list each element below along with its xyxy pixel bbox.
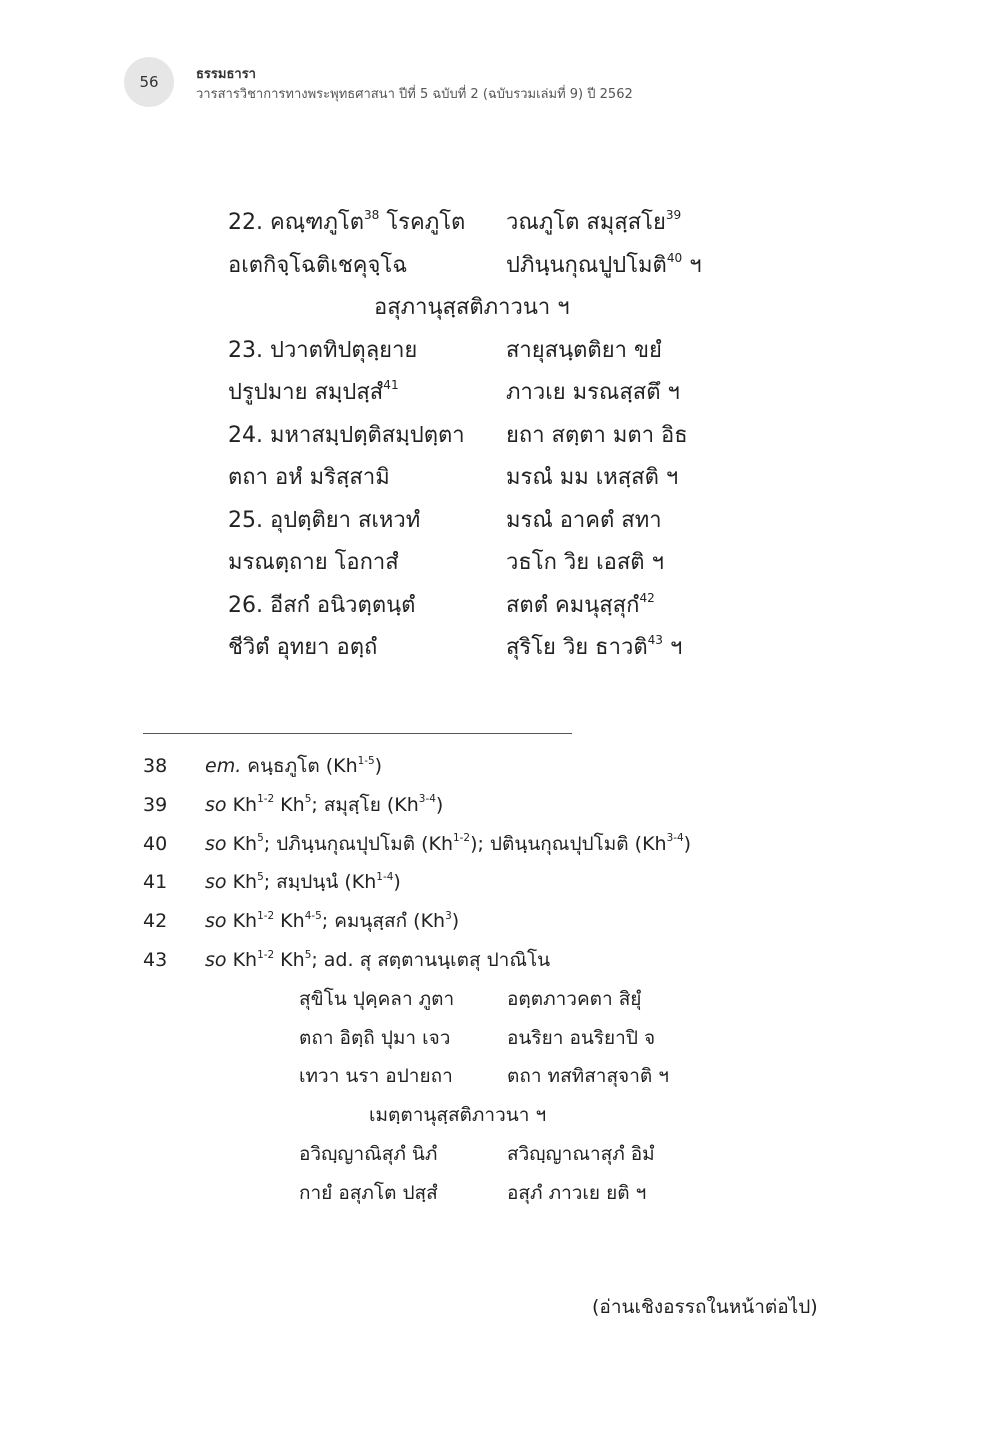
- footnote-divider: [143, 733, 572, 734]
- page-number-badge: [124, 57, 174, 107]
- journal-subtitle: วารสารวิชาการทางพระพุทธศาสนา ปีที่ 5 ฉบับที่ 2 (ฉบับรวมเล่มที่ 9) ปี 2562: [196, 87, 633, 102]
- footnote-seg: ; ad. สุ สตฺตานนฺเตสุ ปาณิโน: [311, 948, 551, 971]
- verse-right: [506, 202, 681, 247]
- section-heading: อสุภานุสฺสติภาวนา ฯ: [374, 295, 570, 320]
- verse-left: 25. อุปตฺติยา สเหวทํ: [228, 507, 421, 533]
- ms-sup: 1-4: [376, 871, 394, 884]
- verse-right: ยถา สตฺตา มตา อิธ: [506, 422, 688, 448]
- footnote-abbr: so: [205, 832, 227, 855]
- page-number: 56: [139, 73, 159, 91]
- verse-left: เทวา นรา อปายถา: [299, 1065, 453, 1088]
- footnote-ref[interactable]: 39: [665, 208, 682, 223]
- verse-text: วณภูโต สมุสฺสโย: [506, 210, 666, 235]
- verse-left: ตถา อหํ มริสฺสามิ: [228, 465, 390, 490]
- ms-sup: 1-2: [257, 948, 275, 961]
- verse-left: สุขิโน ปุคฺคลา ภูตา: [299, 987, 455, 1010]
- verse-right: ภาวเย มรณสฺสตึ ฯ: [506, 380, 680, 405]
- ms-sup: 1-5: [357, 754, 375, 767]
- footnote-seg: ): [683, 832, 692, 855]
- verse-text: ปรูปมาย สมฺปสฺสํ: [228, 380, 384, 405]
- footnote-seg: คนฺธภูโต (Kh: [241, 755, 358, 777]
- verse-right: [506, 627, 682, 672]
- verse-left: [228, 202, 465, 247]
- continued-note: (อ่านเชิงอรรถในหน้าต่อไป): [592, 1296, 818, 1318]
- footnote-abbr: so: [205, 871, 227, 894]
- verse-text: ปภินฺนกุณปูปโมติ: [506, 252, 667, 278]
- footnote-ref[interactable]: 38: [363, 208, 380, 223]
- verse-right: ตถา ทสทิสาสุจาติ ฯ: [507, 1065, 669, 1088]
- footnote-seg: Kh: [274, 948, 305, 971]
- ms-sup: 5: [257, 871, 264, 884]
- ms-sup: 3-4: [666, 832, 684, 845]
- footnote-seg: Kh: [226, 910, 258, 933]
- footnote-number: 38: [143, 755, 168, 777]
- footnote-seg: ; คมนุสฺสกํ (Kh: [321, 910, 446, 933]
- verse-text: โรคภูโต: [379, 210, 466, 235]
- footnote-seg: ; สมฺปนฺนํ (Kh: [263, 871, 377, 894]
- verse-left: มรณตฺถาย โอกาสํ: [228, 550, 399, 575]
- footnote-seg: ): [435, 793, 444, 816]
- footnote-abbr: em.: [205, 755, 242, 777]
- ms-sup: 1-2: [257, 793, 275, 806]
- verse-left: ชีวิตํ อุทยา อตฺถํ: [228, 635, 378, 660]
- footnote-text: [205, 941, 550, 983]
- verse-left: 26. อีสกํ อนิวตฺตนฺตํ: [228, 592, 416, 618]
- verse-right: มรณํ อาคตํ สทา: [506, 507, 662, 533]
- section-heading: เมตฺตานุสฺสติภาวนา ฯ: [369, 1104, 547, 1127]
- verse-left: กายํ อสุภโต ปสฺสํ: [299, 1181, 438, 1204]
- footnote-text: [205, 902, 459, 944]
- ms-sup: 5: [304, 793, 312, 806]
- footnote-seg: ): [451, 910, 460, 933]
- ms-sup: 5: [304, 948, 312, 961]
- ms-sup: 1-2: [257, 909, 275, 922]
- footnote-ref[interactable]: 43: [647, 633, 663, 648]
- verse-left: ตถา อิตฺถิ ปุมา เจว: [299, 1026, 451, 1049]
- footnote-ref[interactable]: 40: [666, 250, 683, 265]
- footnote-abbr: so: [205, 793, 227, 816]
- verse-right: [506, 585, 655, 630]
- footnote-seg: ): [393, 871, 401, 894]
- footnote-number: 42: [143, 910, 168, 933]
- verse-left: อเตกิจฺโฉติเชคุจฺโฉ: [228, 252, 408, 278]
- footnote-abbr: so: [205, 948, 227, 971]
- verse-left: 23. ปวาตทิปตุลฺยาย: [228, 337, 418, 363]
- verse-right: มรณํ มม เหสฺสติ ฯ: [506, 465, 679, 490]
- footnote-seg: Kh: [274, 910, 305, 933]
- footnote-text: [205, 747, 382, 789]
- verse-text: 22. คณฺฑภูโต: [228, 210, 364, 235]
- verse-right: สวิญฺญาณาสุภํ อิมํ: [507, 1142, 655, 1165]
- verse-right: [506, 245, 702, 290]
- footnote-seg: ); ปตินฺนกุณปุปโมติ (Kh: [470, 832, 667, 855]
- footnote-text: [205, 825, 691, 867]
- verse-text: ฯ: [682, 252, 702, 278]
- verse-right: อตฺตภาวคตา สิยุํ: [507, 987, 642, 1010]
- footnote-seg: Kh: [274, 793, 305, 816]
- verse-right: อสุภํ ภาวเย ยติ ฯ: [507, 1181, 647, 1204]
- footnote-ref[interactable]: 41: [383, 378, 399, 393]
- footnote-number: 40: [143, 832, 168, 855]
- verse-text: ฯ: [663, 635, 683, 660]
- verse-left: อวิญฺญาณิสุภํ นิภํ: [299, 1142, 438, 1165]
- footnote-seg: Kh: [226, 793, 258, 816]
- verse-text: สตตํ คมนุสฺสุกํ: [506, 592, 640, 618]
- footnote-abbr: so: [205, 910, 227, 933]
- verse-left: 24. มหาสมฺปตฺติสมฺปตฺตา: [228, 422, 465, 448]
- verse-text: สุริโย วิย ธาวติ: [506, 635, 648, 660]
- footnote-number: 39: [143, 793, 168, 816]
- ms-sup: 3-4: [418, 793, 436, 806]
- journal-name: ธรรมธารา: [196, 67, 256, 82]
- footnote-number: 43: [143, 948, 168, 971]
- ms-sup: 3: [445, 909, 452, 922]
- verse-left: [228, 372, 399, 417]
- footnote-seg: ): [374, 755, 383, 777]
- footnote-seg: ; สมุสฺโย (Kh: [311, 793, 419, 816]
- footnote-text: [205, 863, 401, 905]
- ms-sup: 1-2: [453, 832, 471, 845]
- footnote-seg: Kh: [226, 948, 258, 971]
- footnote-number: 41: [143, 871, 168, 894]
- footnote-seg: Kh: [226, 832, 258, 855]
- footnote-seg: Kh: [226, 871, 258, 894]
- footnote-ref[interactable]: 42: [639, 590, 655, 605]
- ms-sup: 5: [257, 832, 264, 845]
- footnote-text: [205, 786, 443, 828]
- verse-right: วธโก วิย เอสติ ฯ: [506, 550, 664, 575]
- verse-right: สายุสนฺตติยา ขยํ: [506, 337, 662, 363]
- ms-sup: 4-5: [304, 909, 322, 922]
- footnote-seg: ; ปภินฺนกุณปุปโมติ (Kh: [263, 832, 454, 855]
- verse-right: อนริยา อนริยาปิ จ: [507, 1026, 656, 1049]
